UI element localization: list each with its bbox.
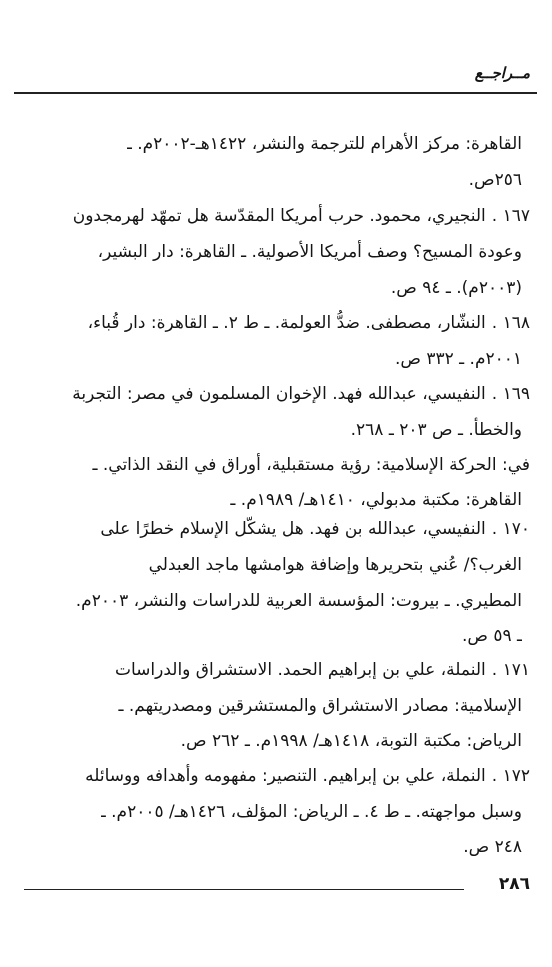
entry-168-line-1: ١٦٨ .النشّار، مصطفى. ضدُّ العولمة. ـ ط ٢. ـ القاهرة: دار قُباء، bbox=[88, 308, 530, 338]
entry-cont-line-1: القاهرة: مركز الأهرام للترجمة والنشر، ١٤٢٢هـ-٢٠٠٢م. ـ bbox=[126, 134, 522, 154]
entry-167-line-1: ١٦٧ .النجيري، محمود. حرب أمريكا المقدّسة هل تمهّد لهرمجدون bbox=[73, 201, 530, 231]
entry-cont-line-2: ٢٥٦ص. bbox=[468, 170, 522, 190]
entry-169-line-4: القاهرة: مكتبة مدبولي، ١٤١٠هـ/ ١٩٨٩م. ـ bbox=[230, 490, 522, 510]
entry-170-line-1: ١٧٠ .النفيسي، عبدالله بن فهد. هل يشكّل الإسلام خطرًا على bbox=[100, 514, 530, 544]
entry-number: ١٦٨ . bbox=[491, 313, 530, 333]
entry-170-line-2: الغرب؟/ عُني بتحريرها وإضافة هوامشها ماجد العبدلي bbox=[148, 555, 522, 575]
header-rule bbox=[14, 92, 537, 94]
entry-170-line-4: ـ ٥٩ ص. bbox=[461, 626, 522, 646]
footer-rule bbox=[24, 889, 464, 890]
entry-170-line-3: المطيري. ـ بيروت: المؤسسة العربية للدراسات والنشر، ٢٠٠٣م. bbox=[75, 591, 522, 611]
entry-167-line-2: وعودة المسيح؟ وصف أمريكا الأصولية. ـ القاهرة: دار البشير، bbox=[97, 242, 522, 262]
entry-172-line-3: ٢٤٨ ص. bbox=[463, 837, 522, 857]
running-header: مــراجــع bbox=[474, 64, 530, 82]
entry-number: ١٦٩ . bbox=[491, 384, 530, 404]
entry-number: ١٦٧ . bbox=[491, 206, 530, 226]
entry-169-line-2: والخطأ. ـ ص ٢٠٣ ـ ٢٦٨. bbox=[350, 420, 522, 440]
entry-number: ١٧٢ . bbox=[491, 766, 530, 786]
entry-172-line-2: وسبل مواجهته. ـ ط ٤. ـ الرياض: المؤلف، ١٤٢٦هـ/ ٢٠٠٥م. ـ bbox=[100, 802, 522, 822]
entry-171-line-3: الرياض: مكتبة التوبة، ١٤١٨هـ/ ١٩٩٨م. ـ ٢٦٢ ص. bbox=[180, 731, 522, 751]
entry-167-line-3: (٢٠٠٣م). ـ ٩٤ ص. bbox=[390, 278, 522, 298]
entry-171-line-1: ١٧١ .النملة، علي بن إبراهيم الحمد. الاستشراق والدراسات bbox=[115, 655, 530, 685]
entry-number: ١٧١ . bbox=[491, 660, 530, 680]
page-number: ٢٨٦ bbox=[498, 874, 530, 894]
entry-172-line-1: ١٧٢ .النملة، علي بن إبراهيم. التنصير: مفهومه وأهدافه ووسائله bbox=[85, 761, 530, 791]
entry-169-line-3: في: الحركة الإسلامية: رؤية مستقبلية، أوراق في النقد الذاتي. ـ bbox=[92, 455, 530, 475]
entry-168-line-2: ٢٠٠١م. ـ ٣٣٢ ص. bbox=[394, 349, 522, 369]
entry-171-line-2: الإسلامية: مصادر الاستشراق والمستشرقين ومصدريتهم. ـ bbox=[118, 696, 522, 716]
entry-169-line-1: ١٦٩ .النفيسي، عبدالله فهد. الإخوان المسلمون في مصر: التجربة bbox=[72, 379, 530, 409]
entry-number: ١٧٠ . bbox=[491, 519, 530, 539]
